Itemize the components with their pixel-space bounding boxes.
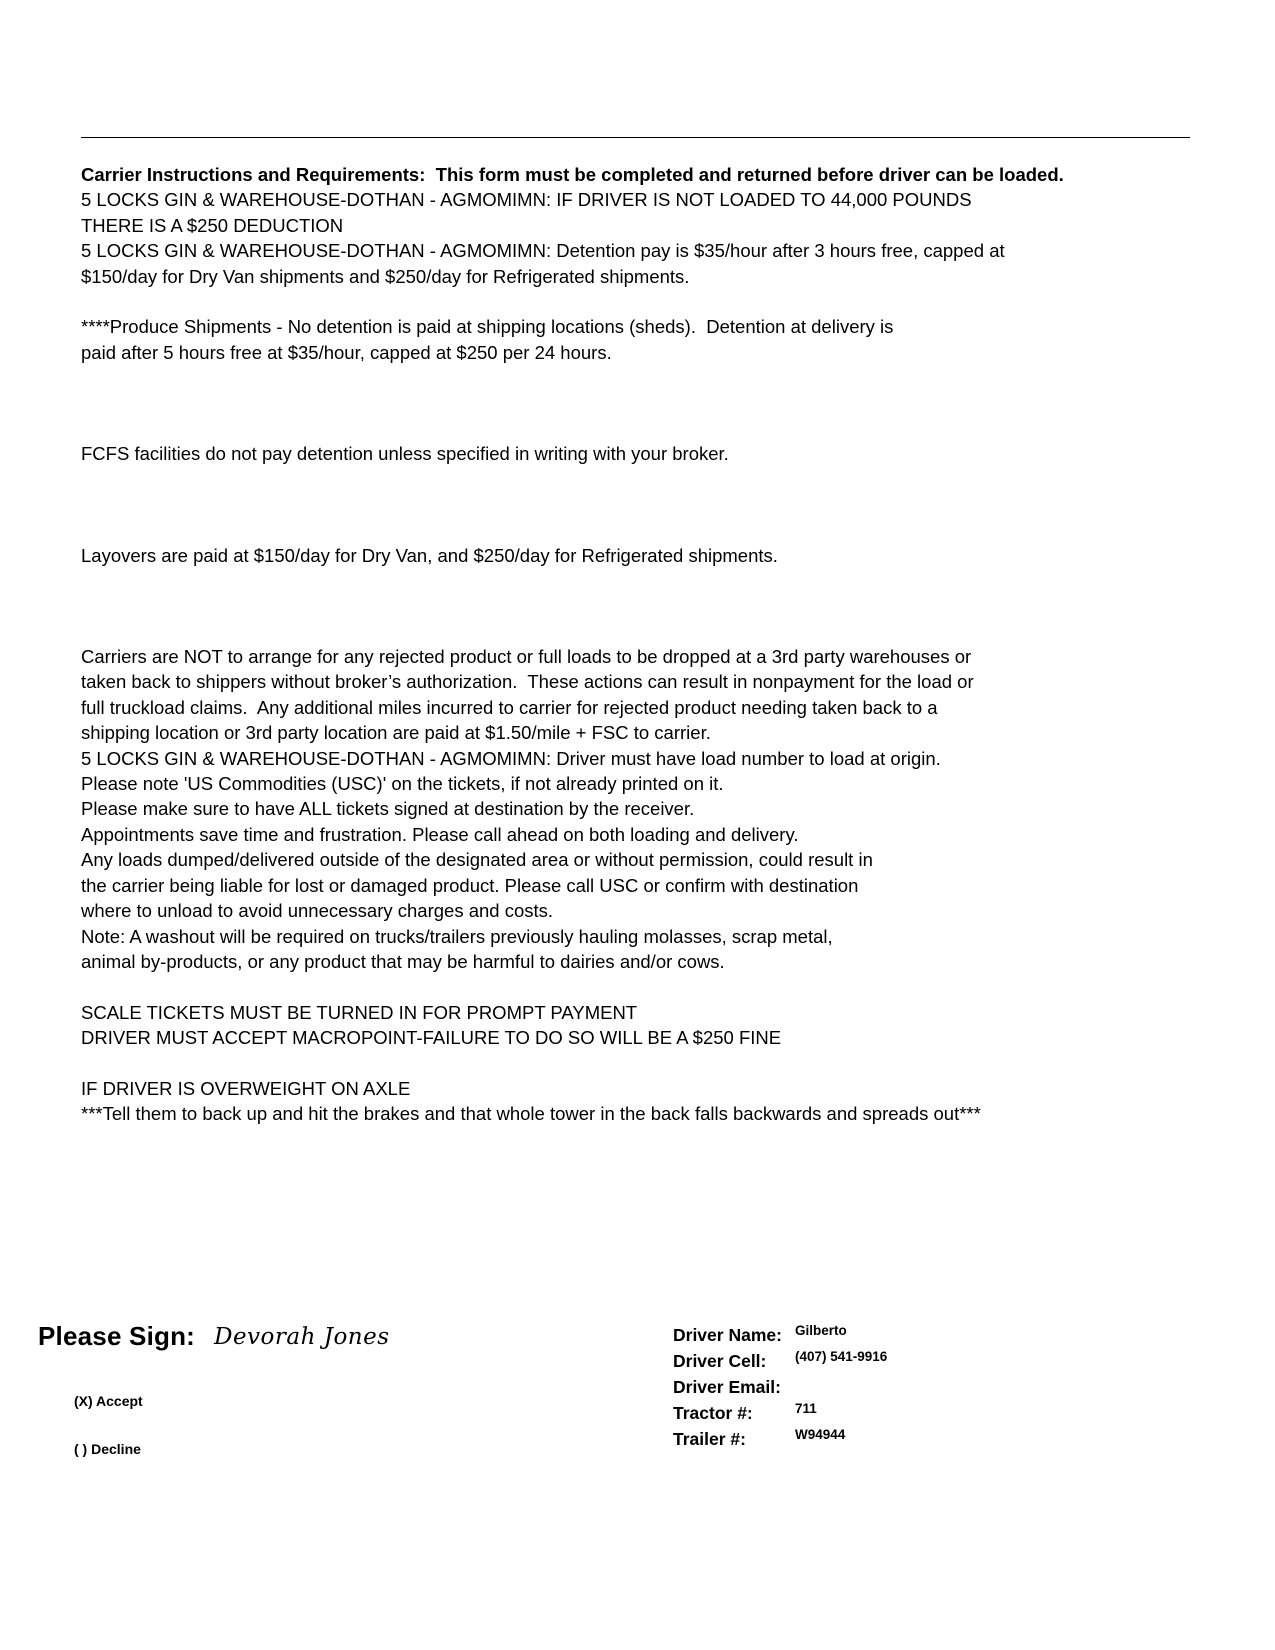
driver-cell-value[interactable]: (407) 541-9916 — [795, 1349, 888, 1364]
carrier-line: the carrier being liable for lost or damaged product. Please call USC or confirm with destination — [81, 874, 859, 896]
carrier-line: shipping location or 3rd party location are paid at $1.50/mile + FSC to carrier. — [81, 722, 711, 744]
driver-cell-label: Driver Cell: — [673, 1351, 767, 1371]
layovers-line: Layovers are paid at $150/day for Dry Van, and $250/day for Refrigerated shipments. — [81, 544, 778, 566]
carrier-line: 5 LOCKS GIN & WAREHOUSE-DOTHAN - AGMOMIMN: Driver must have load number to load at origin. — [81, 747, 941, 769]
driver-name-label: Driver Name: — [673, 1325, 782, 1345]
scale-line: SCALE TICKETS MUST BE TURNED IN FOR PROMPT PAYMENT — [81, 1001, 638, 1023]
instructions-heading: Carrier Instructions and Requirements: This form must be completed and returned before driver can be loaded. — [81, 164, 1064, 185]
carrier-line: Appointments save time and frustration. Please call ahead on both loading and delivery. — [81, 823, 799, 845]
accept-option[interactable]: (X) Accept — [74, 1393, 143, 1409]
carrier-line: Any loads dumped/delivered outside of the designated area or without permission, could result in — [81, 849, 873, 871]
tractor-value[interactable]: 711 — [795, 1401, 817, 1416]
carrier-line: where to unload to avoid unnecessary charges and costs. — [81, 900, 554, 922]
produce-line: paid after 5 hours free at $35/hour, capped at $250 per 24 hours. — [81, 341, 612, 363]
trailer-value[interactable]: W94944 — [795, 1427, 846, 1442]
carrier-line: Note: A washout will be required on trucks/trailers previously hauling molasses, scrap metal, — [81, 925, 833, 947]
carrier-line: Please note 'US Commodities (USC)' on the tickets, if not already printed on it. — [81, 773, 724, 795]
axle-line: ***Tell them to back up and hit the brakes and that whole tower in the back falls backwards and spreads out*** — [81, 1103, 981, 1125]
carrier-instructions — [81, 162, 1231, 1127]
instruction-line: 5 LOCKS GIN & WAREHOUSE-DOTHAN - AGMOMIMN: Detention pay is $35/hour after 3 hours free, capped at — [81, 240, 1005, 262]
instruction-line: $150/day for Dry Van shipments and $250/day for Refrigerated shipments. — [81, 265, 690, 287]
instruction-line: THERE IS A $250 DEDUCTION — [81, 214, 344, 236]
carrier-line: taken back to shippers without broker’s authorization. These actions can result in nonpayment for the load or — [81, 671, 974, 693]
trailer-label: Trailer #: — [673, 1429, 746, 1449]
carrier-line: Please make sure to have ALL tickets signed at destination by the receiver. — [81, 798, 695, 820]
header-divider — [81, 137, 1190, 138]
please-sign-label: Please Sign: — [38, 1321, 196, 1351]
carrier-line: full truckload claims. Any additional miles incurred to carrier for rejected product needing taken back to a — [81, 696, 938, 718]
axle-line: IF DRIVER IS OVERWEIGHT ON AXLE — [81, 1077, 411, 1099]
carrier-line: animal by-products, or any product that may be harmful to dairies and/or cows. — [81, 950, 725, 972]
fcfs-line: FCFS facilities do not pay detention unless specified in writing with your broker. — [81, 443, 729, 465]
tractor-label: Tractor #: — [673, 1403, 753, 1423]
instruction-line: 5 LOCKS GIN & WAREHOUSE-DOTHAN - AGMOMIMN: IF DRIVER IS NOT LOADED TO 44,000 POUNDS — [81, 189, 972, 211]
carrier-line: Carriers are NOT to arrange for any rejected product or full loads to be dropped at a 3rd party warehouses or — [81, 646, 972, 668]
produce-line: ****Produce Shipments - No detention is paid at shipping locations (sheds). Detention at delivery is — [81, 316, 894, 338]
decline-option[interactable]: ( ) Decline — [74, 1441, 141, 1457]
driver-name-value[interactable]: Gilberto — [795, 1323, 847, 1338]
driver-email-label: Driver Email: — [673, 1377, 781, 1397]
scale-line: DRIVER MUST ACCEPT MACROPOINT-FAILURE TO DO SO WILL BE A $250 FINE — [81, 1027, 782, 1049]
signature-field[interactable]: Devorah Jones — [214, 1324, 390, 1350]
